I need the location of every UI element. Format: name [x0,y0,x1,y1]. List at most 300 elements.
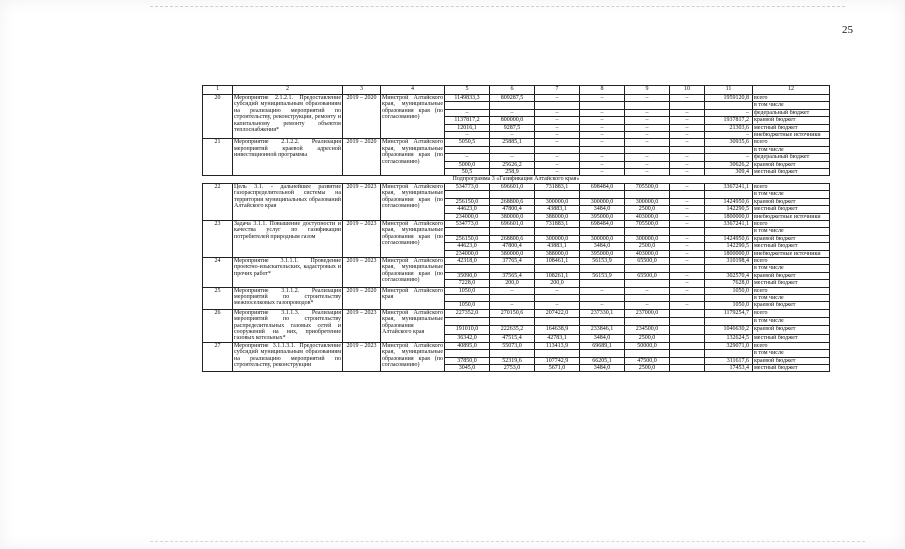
amount-cell: 3484,0 [580,243,625,250]
amount-cell: – [670,132,705,139]
amount-cell [670,326,705,334]
amount-cell: – [625,117,670,124]
amount-cell: 300000,0 [625,198,670,205]
amount-cell [670,102,705,109]
executor-name: Минстрой Алтайского края, муниципальные образования края (по согласованию) [381,139,445,176]
amount-cell: 47500,0 [625,357,670,364]
amount-cell [625,318,670,326]
amount-cell: 310198,4 [705,257,753,264]
amount-cell: 311617,6 [705,357,753,364]
table-row [203,287,830,294]
amount-cell [670,334,705,342]
amount-cell [490,318,535,326]
amount-cell: 65500,0 [625,272,670,279]
amount-cell: 44623,0 [445,206,490,213]
header-cell: 5 [445,86,490,95]
amount-cell [670,365,705,372]
period-years: 2019 – 2023 [343,257,381,287]
amount-cell: – [580,95,625,102]
executor-name: Минстрой Алтайского края, муниципальные образования края (по согласованию) [381,257,445,287]
amount-cell: 21303,6 [705,124,753,131]
amount-cell: 2500,0 [625,365,670,372]
header-cell: 8 [580,86,625,95]
amount-cell: – [625,109,670,116]
row-number: 23 [203,220,233,257]
header-cell: 11 [705,86,753,95]
header-cell: 3 [343,86,381,95]
amount-cell: 2500,0 [625,243,670,250]
amount-cell: 5671,0 [535,365,580,372]
period-years: 2019 – 2023 [343,183,381,220]
amount-cell: 1050,0 [705,302,753,309]
amount-cell: 3484,0 [580,206,625,213]
amount-cell [580,350,625,357]
funding-source-label: в том числе [753,350,830,357]
row-number: 20 [203,95,233,139]
amount-cell: 69689,1 [580,342,625,349]
amount-cell: 47800,4 [490,243,535,250]
amount-cell: 1137817,2 [445,117,490,124]
amount-cell: – [670,220,705,227]
amount-cell: 388000,0 [535,213,580,220]
header-cell: 1 [203,86,233,95]
measure-title: Мероприятие 3.1.1.1. Проведение проектно-изыскательских, кадастровых и прочих работ* [233,257,343,287]
funding-source-label: в том числе [753,228,830,235]
amount-cell [625,146,670,153]
amount-cell: 302570,4 [705,272,753,279]
amount-cell: – [670,161,705,168]
header-row [203,86,830,95]
amount-cell: – [625,169,670,176]
funding-source-label: в том числе [753,102,830,109]
amount-cell: – [670,206,705,213]
amount-cell: 395000,0 [580,250,625,257]
amount-cell: 42783,1 [535,334,580,342]
amount-cell [490,191,535,198]
amount-cell: 1800000,0 [705,250,753,257]
amount-cell: 222635,2 [490,326,535,334]
amount-cell: – [535,161,580,168]
amount-cell: 268800,6 [490,198,535,205]
header-cell: 12 [753,86,830,95]
amount-cell: 395000,0 [580,213,625,220]
amount-cell: – [490,132,535,139]
amount-cell: 731883,1 [535,183,580,190]
amount-cell: 132624,5 [705,334,753,342]
amount-cell: 37765,4 [490,257,535,264]
amount-cell [580,280,625,287]
amount-cell: 37850,0 [445,357,490,364]
funding-source-label: местный бюджет [753,334,830,342]
amount-cell [580,265,625,272]
amount-cell: – [705,132,753,139]
funding-source-label: краевой бюджет [753,117,830,124]
executor-name: Минстрой Алтайского края, муниципальные образования края (по согласованию) [381,220,445,257]
funding-source-label: внебюджетные источники [753,132,830,139]
period-years: 2019 – 2020 [343,139,381,176]
amount-cell [535,228,580,235]
funding-source-label: в том числе [753,146,830,153]
amount-cell [445,146,490,153]
amount-cell: 207422,0 [535,309,580,317]
amount-cell: 705500,0 [625,183,670,190]
amount-cell: – [535,287,580,294]
amount-cell: – [670,272,705,279]
funding-source-label: всего [753,257,830,264]
amount-cell: 2500,0 [625,334,670,342]
amount-cell: – [580,287,625,294]
funding-source-label: федеральный бюджет [753,154,830,161]
table-row [203,183,830,190]
amount-cell: 696601,0 [490,220,535,227]
amount-cell [670,309,705,317]
amount-cell [705,228,753,235]
header-cell: 10 [670,86,705,95]
row-number: 22 [203,183,233,220]
amount-cell: 1046630,2 [705,326,753,334]
amount-cell: 1050,0 [445,302,490,309]
amount-cell: 1050,0 [705,287,753,294]
amount-cell: 5000,0 [445,161,490,168]
amount-cell: 309,4 [705,169,753,176]
amount-cell: 329071,0 [705,342,753,349]
amount-cell: 52319,6 [490,357,535,364]
amount-cell: – [580,161,625,168]
amount-cell: 2753,0 [490,365,535,372]
amount-cell: 7628,0 [705,280,753,287]
amount-cell: 234500,0 [625,326,670,334]
amount-cell: 37565,4 [490,272,535,279]
amount-cell: – [705,154,753,161]
funding-source-label: краевой бюджет [753,302,830,309]
amount-cell: – [535,95,580,102]
amount-cell: 35090,0 [445,272,490,279]
amount-cell: – [670,124,705,131]
amount-cell [535,191,580,198]
amount-cell [580,102,625,109]
header-cell: 6 [490,86,535,95]
funding-source-label: местный бюджет [753,206,830,213]
funding-source-label: в том числе [753,265,830,272]
amount-cell: 1800000,0 [705,213,753,220]
amount-cell: 55073,0 [490,342,535,349]
amount-cell: 268800,6 [490,235,535,242]
amount-cell: 388000,0 [535,250,580,257]
amount-cell: 30935,6 [705,139,753,146]
measure-title: Мероприятие 2.1.2.1. Предоставление субсидий муниципальным образованиям на реализацию мероприятий по строительству, реконструкции, ремонту и капитальному ремонту объектов теплоснабжения* [233,95,343,139]
period-years: 2019 – 2023 [343,342,381,372]
amount-cell: – [625,95,670,102]
amount-cell: 300000,0 [535,198,580,205]
period-years: 2019 – 2023 [343,220,381,257]
amount-cell: 44623,0 [445,243,490,250]
funding-source-label: краевой бюджет [753,272,830,279]
header-cell: 7 [535,86,580,95]
amount-cell [445,265,490,272]
amount-cell: – [580,139,625,146]
amount-cell: – [535,139,580,146]
amount-cell: 3484,0 [580,365,625,372]
funding-source-label: всего [753,183,830,190]
amount-cell: 25885,1 [490,139,535,146]
table-row [203,309,830,317]
amount-cell: 1050,0 [445,287,490,294]
executor-name: Минстрой Алтайского края [381,287,445,309]
amount-cell: 380000,0 [490,250,535,257]
amount-cell: 25626,2 [490,161,535,168]
amount-cell: 731883,1 [535,220,580,227]
amount-cell: 1424950,6 [705,235,753,242]
amount-cell: – [625,161,670,168]
amount-cell: 3484,0 [580,334,625,342]
bottom-scan-line [150,541,865,542]
amount-cell: – [445,132,490,139]
amount-cell [625,102,670,109]
amount-cell: 3367241,1 [705,220,753,227]
amount-cell: 43883,1 [535,243,580,250]
amount-cell: 7228,0 [445,280,490,287]
amount-cell [535,265,580,272]
amount-cell: – [670,198,705,205]
amount-cell: 43883,1 [535,206,580,213]
amount-cell [490,228,535,235]
amount-cell: – [670,257,705,264]
amount-cell [670,350,705,357]
amount-cell: 227352,0 [445,309,490,317]
amount-cell [705,102,753,109]
funding-source-label: краевой бюджет [753,161,830,168]
row-number: 25 [203,287,233,309]
amount-cell: – [670,280,705,287]
period-years: 2019 – 2023 [343,309,381,342]
amount-cell: 300000,0 [625,235,670,242]
amount-cell [625,350,670,357]
amount-cell: – [535,302,580,309]
amount-cell: 107742,9 [535,357,580,364]
amount-cell [705,318,753,326]
amount-cell [580,318,625,326]
amount-cell: 66205,1 [580,357,625,364]
amount-cell: 300000,0 [580,198,625,205]
amount-cell: – [670,302,705,309]
amount-cell: – [670,117,705,124]
funding-source-label: в том числе [753,294,830,301]
table-row [203,257,830,264]
amount-cell [580,191,625,198]
funding-source-label: внебюджетные источники [753,213,830,220]
measure-title: Цель 3.1. - дальнейшее развитие газораспределительной системы на территории муниципальных образований Алтайского края [233,183,343,220]
amount-cell [535,294,580,301]
amount-cell [705,146,753,153]
period-years: 2019 – 2020 [343,287,381,309]
amount-cell: 200,0 [490,280,535,287]
amount-cell: – [670,250,705,257]
table-row [203,342,830,349]
amount-cell: 12016,1 [445,124,490,131]
amount-cell: 696601,0 [490,183,535,190]
amount-cell: 2500,0 [625,206,670,213]
funding-source-label: в том числе [753,318,830,326]
amount-cell [445,102,490,109]
amount-cell [535,350,580,357]
amount-cell: – [705,109,753,116]
amount-cell: 380000,0 [490,213,535,220]
amount-cell: 56153,9 [580,272,625,279]
amount-cell: – [490,109,535,116]
funding-source-label: всего [753,287,830,294]
amount-cell: – [580,117,625,124]
amount-cell: – [580,109,625,116]
amount-cell: 270150,6 [490,309,535,317]
amount-cell [625,228,670,235]
amount-cell: 65500,0 [625,257,670,264]
amount-cell: – [535,169,580,176]
executor-name: Минстрой Алтайского края, муниципальные образования края (по согласованию) [381,183,445,220]
amount-cell: – [580,169,625,176]
amount-cell [670,191,705,198]
measure-title: Мероприятие 3.1.1.3. Реализация мероприятий по строительству распределительных газовых сетей и сооружений на них, приобретение газовых котельных* [234,309,341,342]
amount-cell: 30626,2 [705,161,753,168]
amount-cell [625,191,670,198]
header-cell: 2 [233,86,343,95]
funding-source-label: местный бюджет [753,280,830,287]
amount-cell: 47800,4 [490,206,535,213]
amount-cell: – [670,169,705,176]
executor-name: Минстрой Алтайского края, муниципальные образования края (по согласованию) [381,95,445,139]
row-number: 27 [203,342,233,372]
amount-cell: 237330,1 [580,309,625,317]
table-body [203,86,830,372]
table-row [203,220,830,227]
amount-cell: 42318,0 [445,257,490,264]
amount-cell: 9287,5 [490,124,535,131]
page-number: 25 [842,24,853,36]
funding-source-label: всего [753,220,830,227]
funding-source-label: краевой бюджет [753,326,830,334]
amount-cell: – [670,95,705,102]
amount-cell [490,102,535,109]
amount-cell: 534773,0 [445,220,490,227]
amount-cell: 56153,9 [580,257,625,264]
amount-cell [705,350,753,357]
amount-cell: – [625,132,670,139]
row-number: 24 [203,257,233,287]
amount-cell [490,265,535,272]
amount-cell: 1424950,6 [705,198,753,205]
amount-cell: 800000,0 [490,117,535,124]
amount-cell: 300000,0 [535,235,580,242]
amount-cell: 142290,5 [705,206,753,213]
amount-cell: – [490,302,535,309]
amount-cell: 142290,5 [705,243,753,250]
amount-cell [580,228,625,235]
amount-cell: 3045,0 [445,365,490,372]
amount-cell: 191010,0 [445,326,490,334]
amount-cell [670,318,705,326]
header-cell: 4 [381,86,445,95]
amount-cell: – [580,302,625,309]
amount-cell: 256150,0 [445,198,490,205]
amount-cell: 40895,0 [445,342,490,349]
amount-cell: 5050,5 [445,139,490,146]
section-title: Подпрограмма 3 «Газификация Алтайского края» [203,176,830,183]
amount-cell: – [580,132,625,139]
amount-cell [625,294,670,301]
executor-name: Минстрой Алтайского края, муниципальные образования Алтайского края [381,309,445,342]
amount-cell [705,265,753,272]
amount-cell [535,146,580,153]
amount-cell: 17453,4 [705,365,753,372]
amount-cell: 258,9 [490,169,535,176]
amount-cell: – [670,287,705,294]
amount-cell: 1937817,2 [705,117,753,124]
amount-cell: 108261,1 [535,272,580,279]
funding-source-label: всего [753,309,830,317]
amount-cell: – [625,124,670,131]
amount-cell: – [535,154,580,161]
funding-source-label: местный бюджет [753,169,830,176]
funding-source-label: краевой бюджет [753,198,830,205]
measure-title: Задача 3.1.1. Повышение доступности и качества услуг по газификации потребителей природным газом [233,220,343,257]
amount-cell [670,357,705,364]
measure-title: Мероприятие 3.1.1.3.1. Предоставление субсидий муниципальным образованиям на реализацию мероприятий по строительству, реконструкции [233,342,343,372]
amount-cell: 237000,0 [625,309,670,317]
amount-cell [445,318,490,326]
amount-cell [445,228,490,235]
period-years: 2019 – 2020 [343,95,381,139]
amount-cell [670,342,705,349]
amount-cell: 300000,0 [580,235,625,242]
amount-cell: – [535,124,580,131]
amount-cell: – [490,287,535,294]
amount-cell: – [670,109,705,116]
funding-source-label: краевой бюджет [753,357,830,364]
measure-title: Мероприятие 2.1.2.2. Реализация мероприятий краевой адресной инвестиционной программы [233,139,343,176]
header-cell: 9 [625,86,670,95]
amount-cell: – [535,109,580,116]
amount-cell [580,294,625,301]
amount-cell: – [670,243,705,250]
amount-cell [705,191,753,198]
amount-cell: – [670,183,705,190]
amount-cell [445,350,490,357]
amount-cell: – [580,124,625,131]
amount-cell: 113413,9 [535,342,580,349]
amount-cell [490,350,535,357]
amount-cell: – [670,139,705,146]
executor-name: Минстрой Алтайского края, муниципальные образования края (по согласованию) [381,342,445,372]
amount-cell: – [670,213,705,220]
funding-source-label: местный бюджет [753,365,830,372]
amount-cell [625,265,670,272]
funding-source-label: краевой бюджет [753,235,830,242]
top-scan-line [150,6,845,7]
amount-cell: – [670,154,705,161]
amount-cell [535,102,580,109]
amount-cell [490,294,535,301]
amount-cell: – [445,109,490,116]
amount-cell: – [445,154,490,161]
amount-cell: – [490,154,535,161]
amount-cell [625,280,670,287]
amount-cell: 1149833,3 [445,95,490,102]
amount-cell: 698484,0 [580,220,625,227]
amount-cell: – [625,139,670,146]
amount-cell: 234000,0 [445,213,490,220]
amount-cell [445,191,490,198]
amount-cell: 1959120,8 [705,95,753,102]
amount-cell: – [625,287,670,294]
